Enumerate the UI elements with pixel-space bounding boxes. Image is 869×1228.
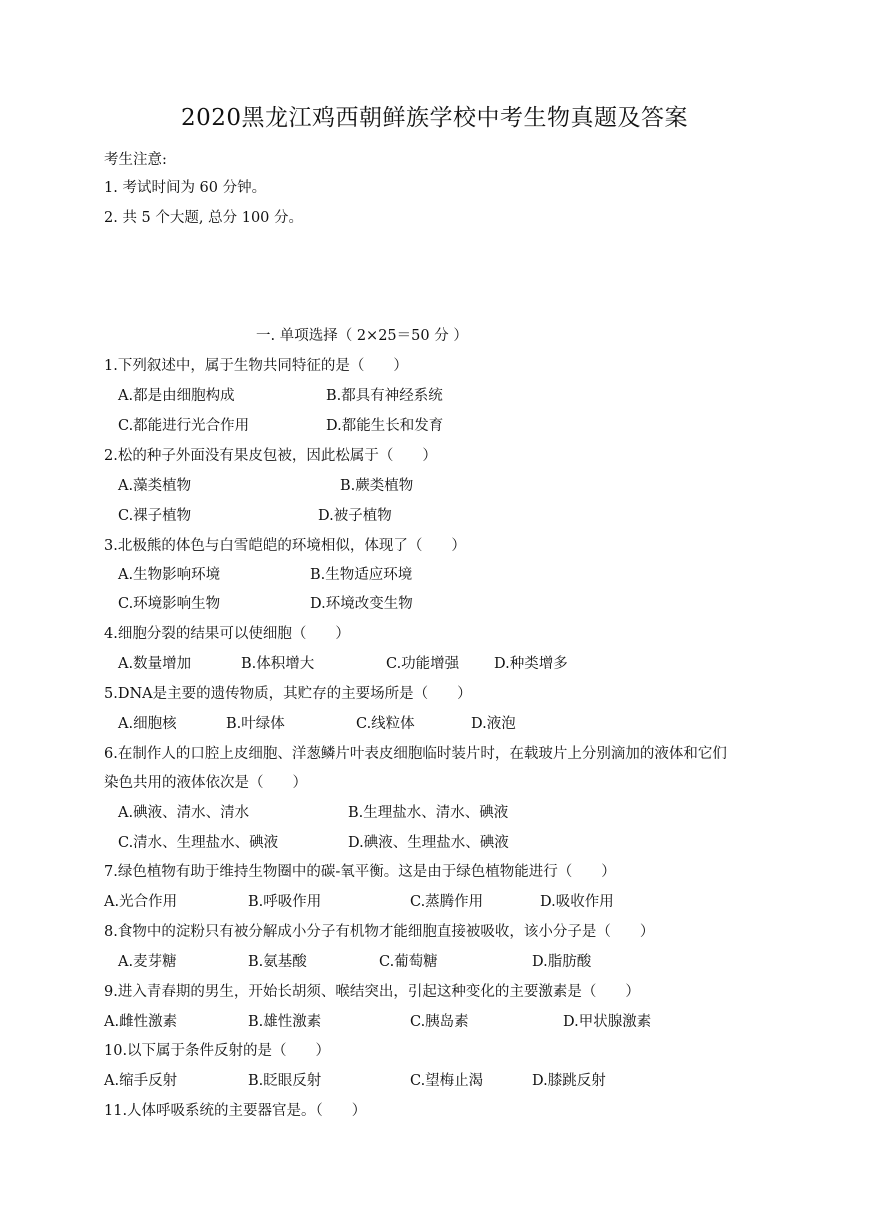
option: C.蒸腾作用: [410, 894, 484, 910]
question-stem: 2.松的种子外面没有果皮包被，因此松属于（ ）: [104, 448, 437, 464]
option: C.清水、生理盐水、碘液: [118, 835, 279, 851]
option: B.生物适应环境: [310, 567, 413, 583]
option: C.望梅止渴: [410, 1073, 484, 1089]
exam-title: 2020黑龙江鸡西朝鲜族学校中考生物真题及答案: [180, 105, 689, 131]
option: A.缩手反射: [104, 1073, 178, 1089]
option: B.体积增大: [241, 656, 315, 672]
option: A.生物影响环境: [118, 567, 221, 583]
option: D.被子植物: [318, 508, 392, 524]
section-title: 一. 单项选择（ 2×25＝50 分 ）: [256, 328, 468, 344]
option: C.胰岛素: [410, 1014, 469, 1030]
option: B.呼吸作用: [248, 894, 322, 910]
option: A.细胞核: [118, 716, 177, 732]
option: C.葡萄糖: [379, 954, 438, 970]
option: B.氨基酸: [248, 954, 307, 970]
question-stem: 9.进入青春期的男生，开始长胡须、喉结突出，引起这种变化的主要激素是（ ）: [104, 984, 640, 1000]
option: A.雌性激素: [104, 1014, 178, 1030]
option: D.甲状腺激素: [563, 1014, 652, 1030]
option: A.碘液、清水、清水: [118, 805, 250, 821]
option: D.液泡: [471, 716, 516, 732]
question-stem: 11.人体呼吸系统的主要器官是。（ ）: [104, 1103, 367, 1119]
option: C.裸子植物: [118, 508, 192, 524]
option: C.环境影响生物: [118, 596, 221, 612]
question-stem: 4.细胞分裂的结果可以使细胞（ ）: [104, 626, 350, 642]
option: C.都能进行光合作用: [118, 418, 250, 434]
option: D.膝跳反射: [532, 1073, 606, 1089]
option: B.眨眼反射: [248, 1073, 322, 1089]
question-stem: 10.以下属于条件反射的是（ ）: [104, 1043, 331, 1059]
option: C.线粒体: [356, 716, 415, 732]
option: B.蕨类植物: [340, 478, 414, 494]
option: B.叶绿体: [226, 716, 285, 732]
question-stem: 7.绿色植物有助于维持生物圈中的碳-氧平衡。这是由于绿色植物能进行（ ）: [104, 864, 616, 880]
option: D.都能生长和发育: [326, 418, 444, 434]
question-stem: 8.食物中的淀粉只有被分解成小分子有机物才能细胞直接被吸收，该小分子是（ ）: [104, 924, 655, 940]
option: D.脂肪酸: [532, 954, 592, 970]
notice-item: 2. 共 5 个大题, 总分 100 分。: [104, 210, 303, 226]
question-stem-continued: 染色共用的液体依次是（ ）: [104, 775, 307, 791]
option: A.都是由细胞构成: [118, 388, 235, 404]
question-stem: 6.在制作人的口腔上皮细胞、洋葱鳞片叶表皮细胞临时装片时，在载玻片上分别滴加的液体和它们: [104, 746, 727, 762]
option: A.光合作用: [104, 894, 178, 910]
option: D.环境改变生物: [310, 596, 413, 612]
option: C.功能增强: [386, 656, 460, 672]
option: D.种类增多: [494, 656, 568, 672]
option: A.麦芽糖: [118, 954, 177, 970]
option: D.吸收作用: [540, 894, 614, 910]
option: B.雄性激素: [248, 1014, 322, 1030]
option: B.都具有神经系统: [326, 388, 443, 404]
question-stem: 1.下列叙述中，属于生物共同特征的是（ ）: [104, 358, 408, 374]
option: A.藻类植物: [118, 478, 192, 494]
question-stem: 3.北极熊的体色与白雪皑皑的环境相似，体现了（ ）: [104, 538, 466, 554]
notice-item: 1. 考试时间为 60 分钟。: [104, 180, 267, 196]
option: B.生理盐水、清水、碘液: [348, 805, 509, 821]
option: D.碘液、生理盐水、碘液: [348, 835, 509, 851]
option: A.数量增加: [118, 656, 192, 672]
question-stem: 5.DNA是主要的遗传物质，其贮存的主要场所是（ ）: [104, 686, 472, 702]
notice-heading: 考生注意:: [104, 152, 167, 168]
